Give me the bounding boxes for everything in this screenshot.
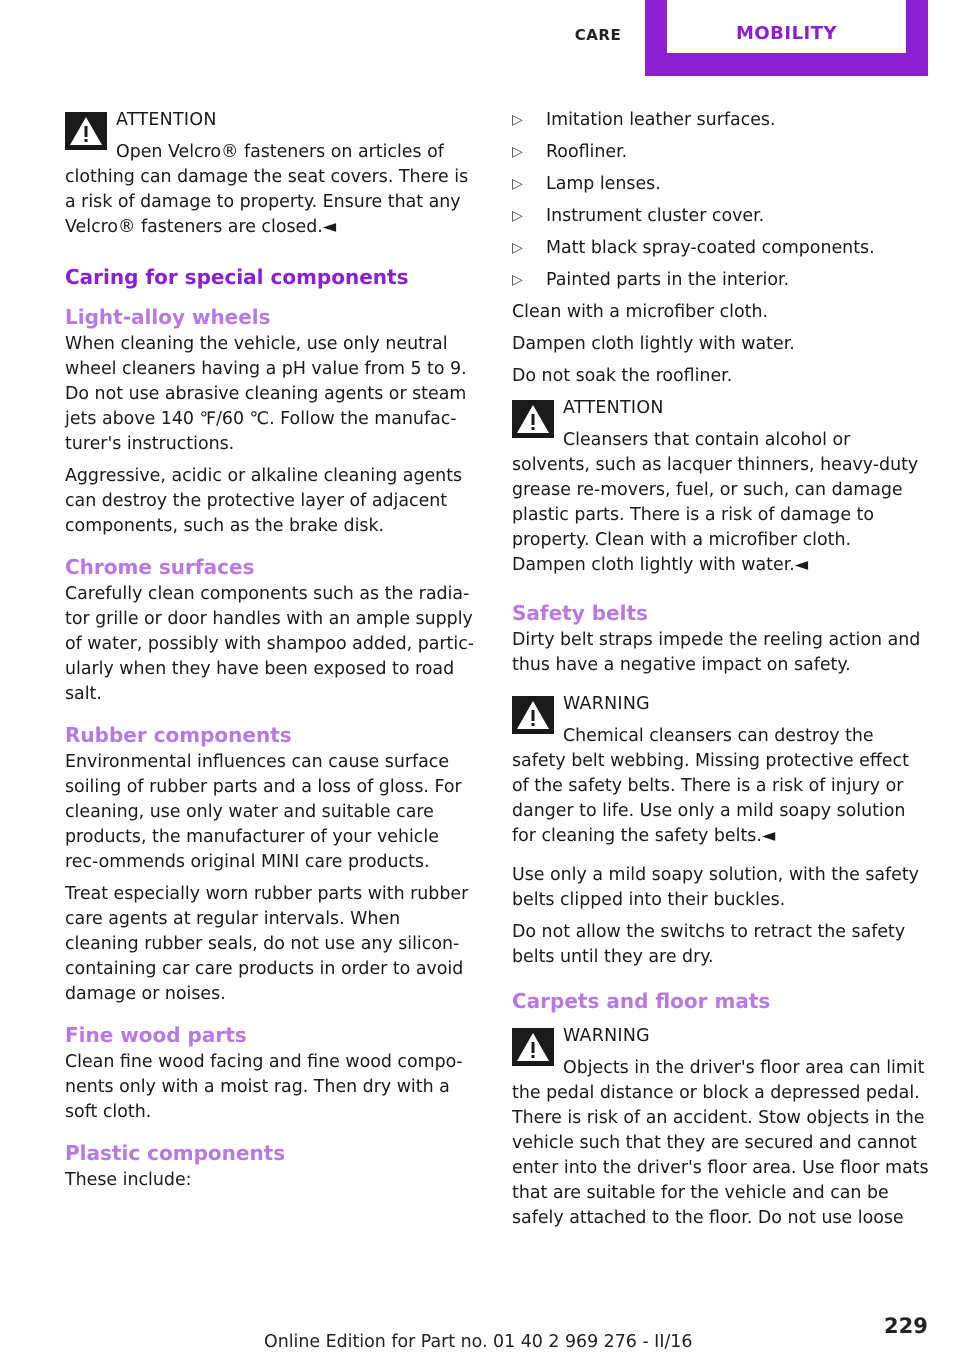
plastic-dampen-paragraph: Dampen cloth lightly with water. — [512, 334, 795, 354]
attention-text — [512, 428, 930, 578]
rubber-paragraph-1: Environmental influences can cause surface soiling of rubber parts and a loss of gloss. For cleaning, use only water and suitable care products, the manufacturer of your vehicle rec‐ommends original MINI care products. — [65, 752, 462, 872]
belts-paragraph-2: Use only a mild soapy solution, with the safety belts clipped into their buckles. — [512, 865, 919, 910]
plastic-paragraph: These include: — [65, 1170, 192, 1190]
warning-triangle-icon — [512, 1028, 554, 1066]
list-item: ▷ Lamp lenses. — [512, 172, 930, 197]
wood-paragraph: Clean fine wood facing and fine wood compo‐nents only with a moist rag. Then dry with a soft cloth. — [65, 1052, 463, 1122]
list-item: ▷ Roofliner. — [512, 140, 930, 165]
warning-text-rest: belt webbing. Missing protective effect of the safety belts. There is a risk of injury or danger to life. Use only a mild soapy solution for cleaning the safety belts.◄ — [512, 751, 909, 846]
attention-notice-cleansers — [512, 396, 930, 578]
triangle-bullet-icon: ▷ — [512, 208, 523, 224]
alloy-heading: Light-alloy wheels — [65, 305, 271, 329]
triangle-bullet-icon: ▷ — [512, 176, 523, 192]
left-column — [65, 108, 477, 1200]
warning-triangle-icon — [65, 112, 107, 150]
warning-text-rest: the pedal distance or block a depressed pedal. There is risk of an accident. Stow objects in the vehicle such that they are secured and cannot enter into the driver's floor area. Use floor mats that are suitable for the vehicle and can be safely attached to the floor. Do not use loose — [512, 1083, 929, 1228]
plastic-clean-paragraph: Clean with a microfiber cloth. — [512, 302, 769, 322]
warning-text-line1: Chemical cleansers can destroy the safety — [512, 726, 874, 771]
roofliner-paragraph: Do not soak the roofliner. — [512, 366, 733, 386]
header-chapter-tab — [645, 0, 928, 76]
attention-notice-velcro — [65, 108, 477, 240]
rubber-heading: Rubber components — [65, 723, 292, 747]
triangle-bullet-icon: ▷ — [512, 272, 523, 288]
page-number: 229 — [884, 1314, 928, 1338]
triangle-bullet-icon: ▷ — [512, 240, 523, 256]
belts-paragraph-3: Do not allow the switchs to retract the safety belts until they are dry. — [512, 922, 906, 967]
attention-text-rest: clothing can damage the seat covers. There is a risk of damage to property. Ensure that any Velcro® fasteners are closed.◄ — [65, 167, 469, 237]
attention-title: ATTENTION — [116, 110, 217, 130]
warning-title: WARNING — [563, 694, 650, 714]
warning-triangle-icon — [512, 696, 554, 734]
header-chapter-label: MOBILITY — [667, 0, 906, 53]
caring-heading: Caring for special components — [65, 265, 409, 289]
plastic-components-list — [512, 108, 930, 293]
wood-heading: Fine wood parts — [65, 1023, 247, 1047]
list-item: ▷ Painted parts in the interior. — [512, 268, 930, 293]
list-item: ▷ Imitation leather surfaces. — [512, 108, 930, 133]
warning-title: WARNING — [563, 1026, 650, 1046]
warning-notice-floor — [512, 1024, 930, 1231]
triangle-bullet-icon: ▷ — [512, 144, 523, 160]
attention-text-rest: such as lacquer thinners, heavy-duty grease re‐movers, fuel, or such, can damage plastic parts. There is a risk of damage to property. Clean with a microfiber cloth. Dampen cloth lightly with water.◄ — [512, 455, 919, 575]
chrome-paragraph: Carefully clean components such as the radia‐tor grille or door handles with an ample supply of water, possibly with shampoo added, partic‐ularly when they have been exposed to road salt. — [65, 584, 475, 704]
warning-text — [512, 1056, 930, 1231]
carpets-heading: Carpets and floor mats — [512, 989, 771, 1013]
warning-notice-belts — [512, 692, 930, 849]
alloy-paragraph-1: When cleaning the vehicle, use only neutral wheel cleaners having a pH value from 5 to 9. Do not use abrasive cleaning agents or steam jets above 140 ℉/60 ℃. Follow the manufac‐turer's instructions. — [65, 334, 467, 454]
rubber-paragraph-2: Treat especially worn rubber parts with rubber care agents at regular intervals. When cleaning rubber seals, do not use any silicon-containing car care products in order to avoid damage or noises. — [65, 884, 469, 1004]
header-section-label: CARE — [574, 26, 622, 44]
plastic-heading: Plastic components — [65, 1141, 286, 1165]
alloy-paragraph-2: Aggressive, acidic or alkaline cleaning agents can destroy the protective layer of adjacent components, such as the brake disk. — [65, 466, 463, 536]
attention-text — [65, 140, 477, 240]
warning-text-line1: Objects in the driver's floor area can limit — [563, 1058, 925, 1078]
right-column — [512, 108, 930, 1239]
triangle-bullet-icon: ▷ — [512, 112, 523, 128]
attention-text-line1: Cleansers that contain alcohol or solvents, — [512, 430, 851, 475]
belts-paragraph-1: Dirty belt straps impede the reeling action and thus have a negative impact on safety. — [512, 630, 921, 675]
warning-text — [512, 724, 930, 849]
warning-triangle-icon — [512, 400, 554, 438]
chrome-heading: Chrome surfaces — [65, 555, 255, 579]
list-item: ▷ Matt black spray-coated components. — [512, 236, 930, 261]
footer-edition: Online Edition for Part no. 01 40 2 969 276 - II/16 — [264, 1332, 693, 1352]
attention-text-line1: Open Velcro® fasteners on articles of — [116, 142, 444, 162]
belts-heading: Safety belts — [512, 601, 648, 625]
list-item: ▷ Instrument cluster cover. — [512, 204, 930, 229]
attention-title: ATTENTION — [563, 398, 664, 418]
